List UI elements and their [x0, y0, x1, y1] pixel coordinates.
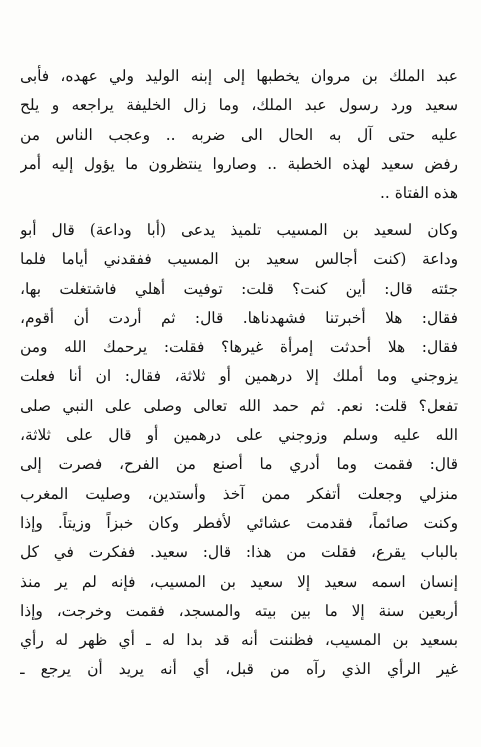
- text-line: وكان لسعيد بن المسيب تلميذ يدعى (أبا وداعة) قال أبو: [20, 221, 458, 239]
- text-line: إنسان اسمه سعيد إلا سعيد بن المسيب، فإنه لم ير منذ: [20, 572, 458, 591]
- text-line: يزوجني وما أملك إلا درهمين أو ثلاثة، فقال: ان أنا فعلت: [20, 367, 458, 386]
- text-line: جئته قال: أين كنت؟ قلت: توفيت أهلي فاشتغلت بها،: [20, 279, 458, 298]
- text-line: وكنت صائماً، فقدمت عشائي لأفطر وكان خبزاً وزيتاً. وإذا: [20, 513, 458, 532]
- text-line: منزلي وجعلت أتفكر ممن آخذ وأستدين، وصليت المغرب: [20, 484, 458, 503]
- text-line: وداعة (كنت أجالس سعيد بن المسيب ففقدني أياما فلما: [20, 250, 458, 269]
- text-line: فقال: هلا أحدثت إمرأة غيرها؟ فقلت: يرحمك الله ومن: [20, 338, 458, 357]
- text-line: رفض سعيد لهذه الخطبة .. وصاروا ينتظرون ما يؤول إليه أمر: [20, 154, 458, 173]
- text-line: الله عليه وسلم وزوجني على درهمين أو قال على ثلاثة،: [20, 426, 458, 445]
- text-line: بسعيد بن المسيب، فظننت أنه قد بدا له ـ أي ظهر له رأي: [20, 631, 458, 650]
- text-line: بالباب يقرع، فقلت من هذا: قال: سعيد. ففكرت في كل: [20, 543, 458, 562]
- text-line: أربعين سنة إلا ما بين بيته والمسجد، فقمت وخرجت، وإذا: [20, 601, 458, 620]
- text-line: عبد الملك بن مروان يخطبها إلى إبنه الوليد ولي عهده، فأبى: [20, 67, 458, 85]
- paragraph-2: [20, 216, 458, 685]
- text-line: غير الرأي الذي رآه من قبل، أي أنه يريد أن يرجع ـ: [20, 660, 458, 679]
- text-line: فقال: هلا أخبرتنا فشهدناها. قال: ثم أردت أن أقوم،: [20, 308, 458, 327]
- text-line: سعيد ورد رسول عبد الملك، وما زال الخليفة يراجعه و يلح: [20, 96, 458, 115]
- text-line: قال: فقمت وما أدري ما أصنع من الفرح، فصرت إلى: [20, 455, 458, 474]
- text-line: هذه الفتاة ..: [380, 184, 458, 203]
- paragraph-1: [20, 62, 458, 208]
- text-line: تفعل؟ قلت: نعم. ثم حمد الله تعالى وصلى على النبي صلى: [20, 396, 458, 415]
- text-line: عليه حتى آل به الحال الى ضربه .. وعجب الناس من: [20, 125, 458, 144]
